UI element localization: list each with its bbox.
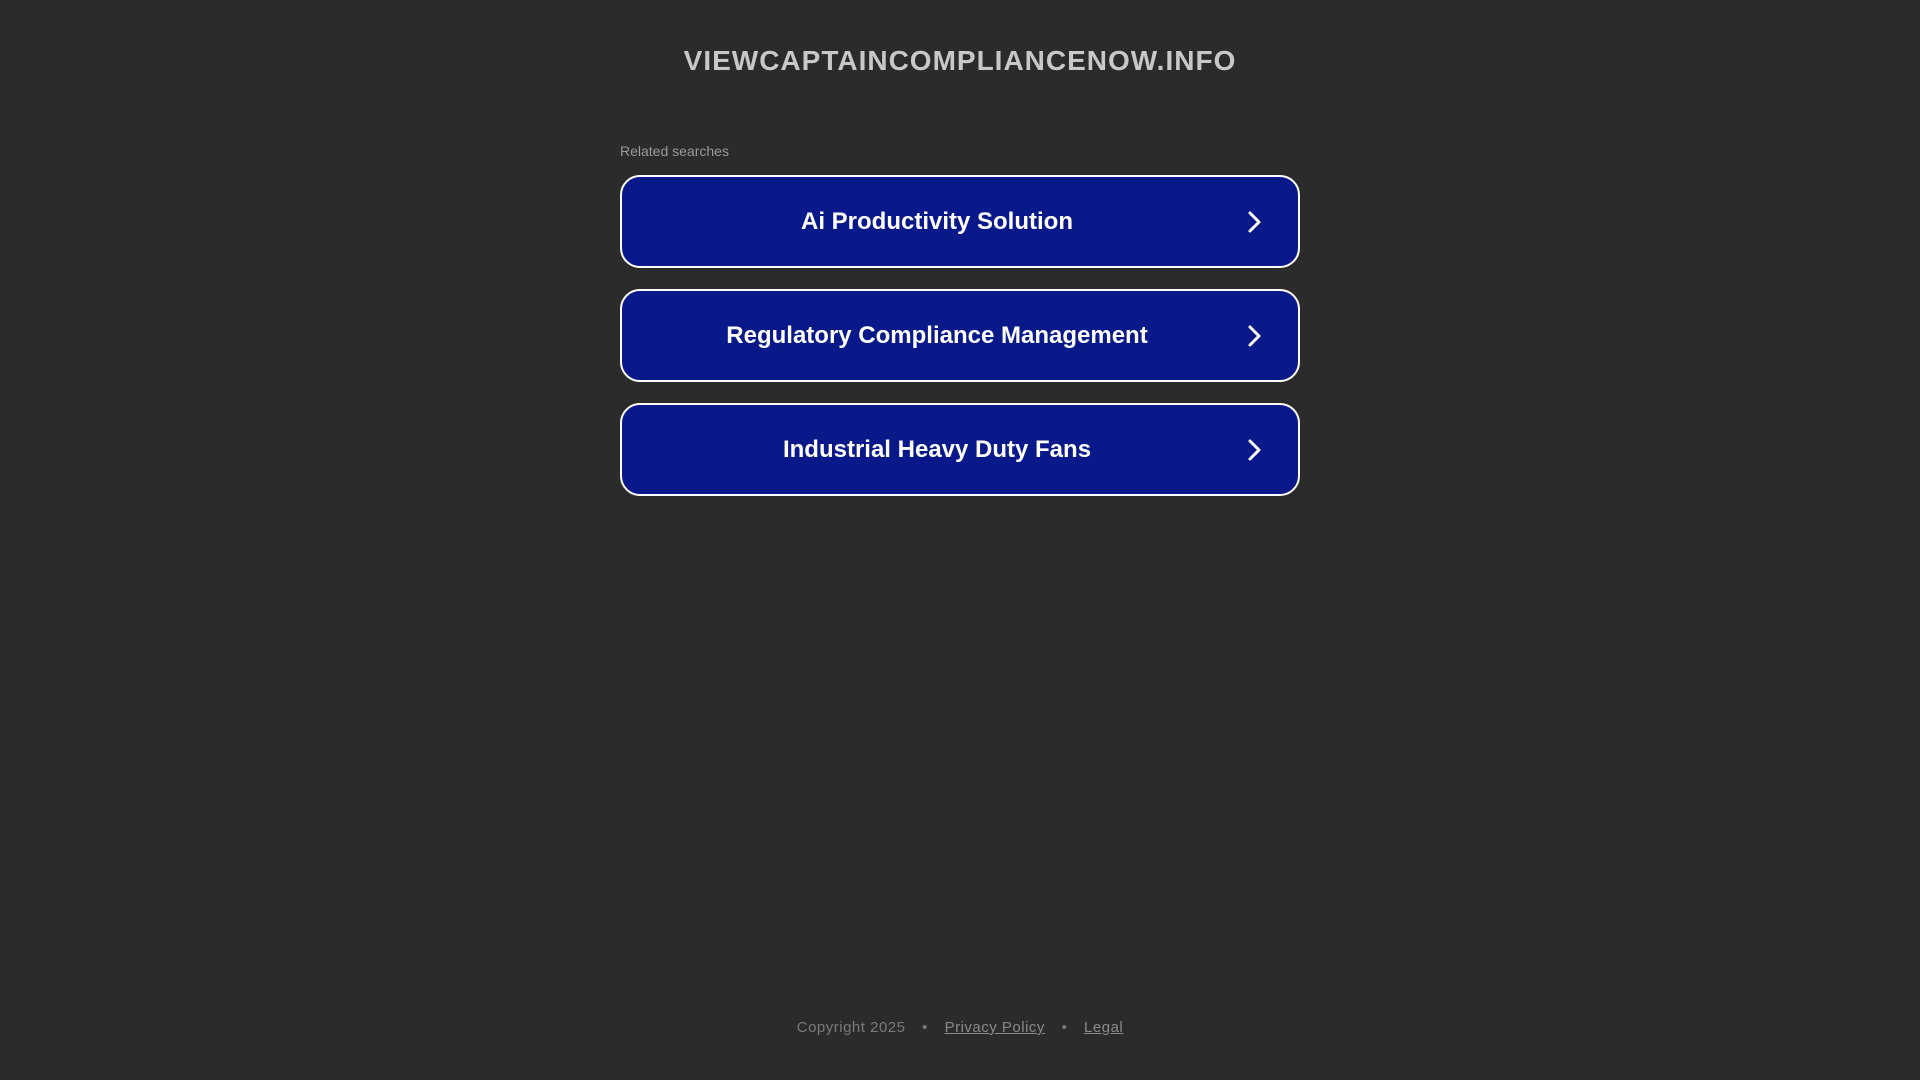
related-search-button-industrial-fans[interactable] <box>620 403 1300 496</box>
related-search-label: Industrial Heavy Duty Fans <box>782 435 1092 463</box>
related-searches-label: Related searches <box>620 143 729 159</box>
related-search-button-regulatory-compliance[interactable] <box>620 289 1300 382</box>
copyright-text: Copyright 2025 <box>796 1019 906 1036</box>
legal-link[interactable]: Legal <box>1084 1019 1124 1036</box>
chevron-right-icon <box>1242 438 1266 462</box>
chevron-right-icon <box>1242 324 1266 348</box>
privacy-policy-link[interactable]: Privacy Policy <box>944 1019 1045 1036</box>
footer <box>0 1018 1920 1038</box>
chevron-right-icon <box>1242 210 1266 234</box>
domain-title: VIEWCAPTAINCOMPLIANCENOW.INFO <box>683 45 1237 76</box>
footer-separator: • <box>1061 1019 1068 1036</box>
related-search-button-ai-productivity[interactable] <box>620 175 1300 268</box>
related-searches <box>620 142 1300 517</box>
related-search-label: Regulatory Compliance Management <box>726 321 1148 349</box>
related-search-label: Ai Productivity Solution <box>800 207 1073 235</box>
footer-separator: • <box>922 1019 928 1036</box>
